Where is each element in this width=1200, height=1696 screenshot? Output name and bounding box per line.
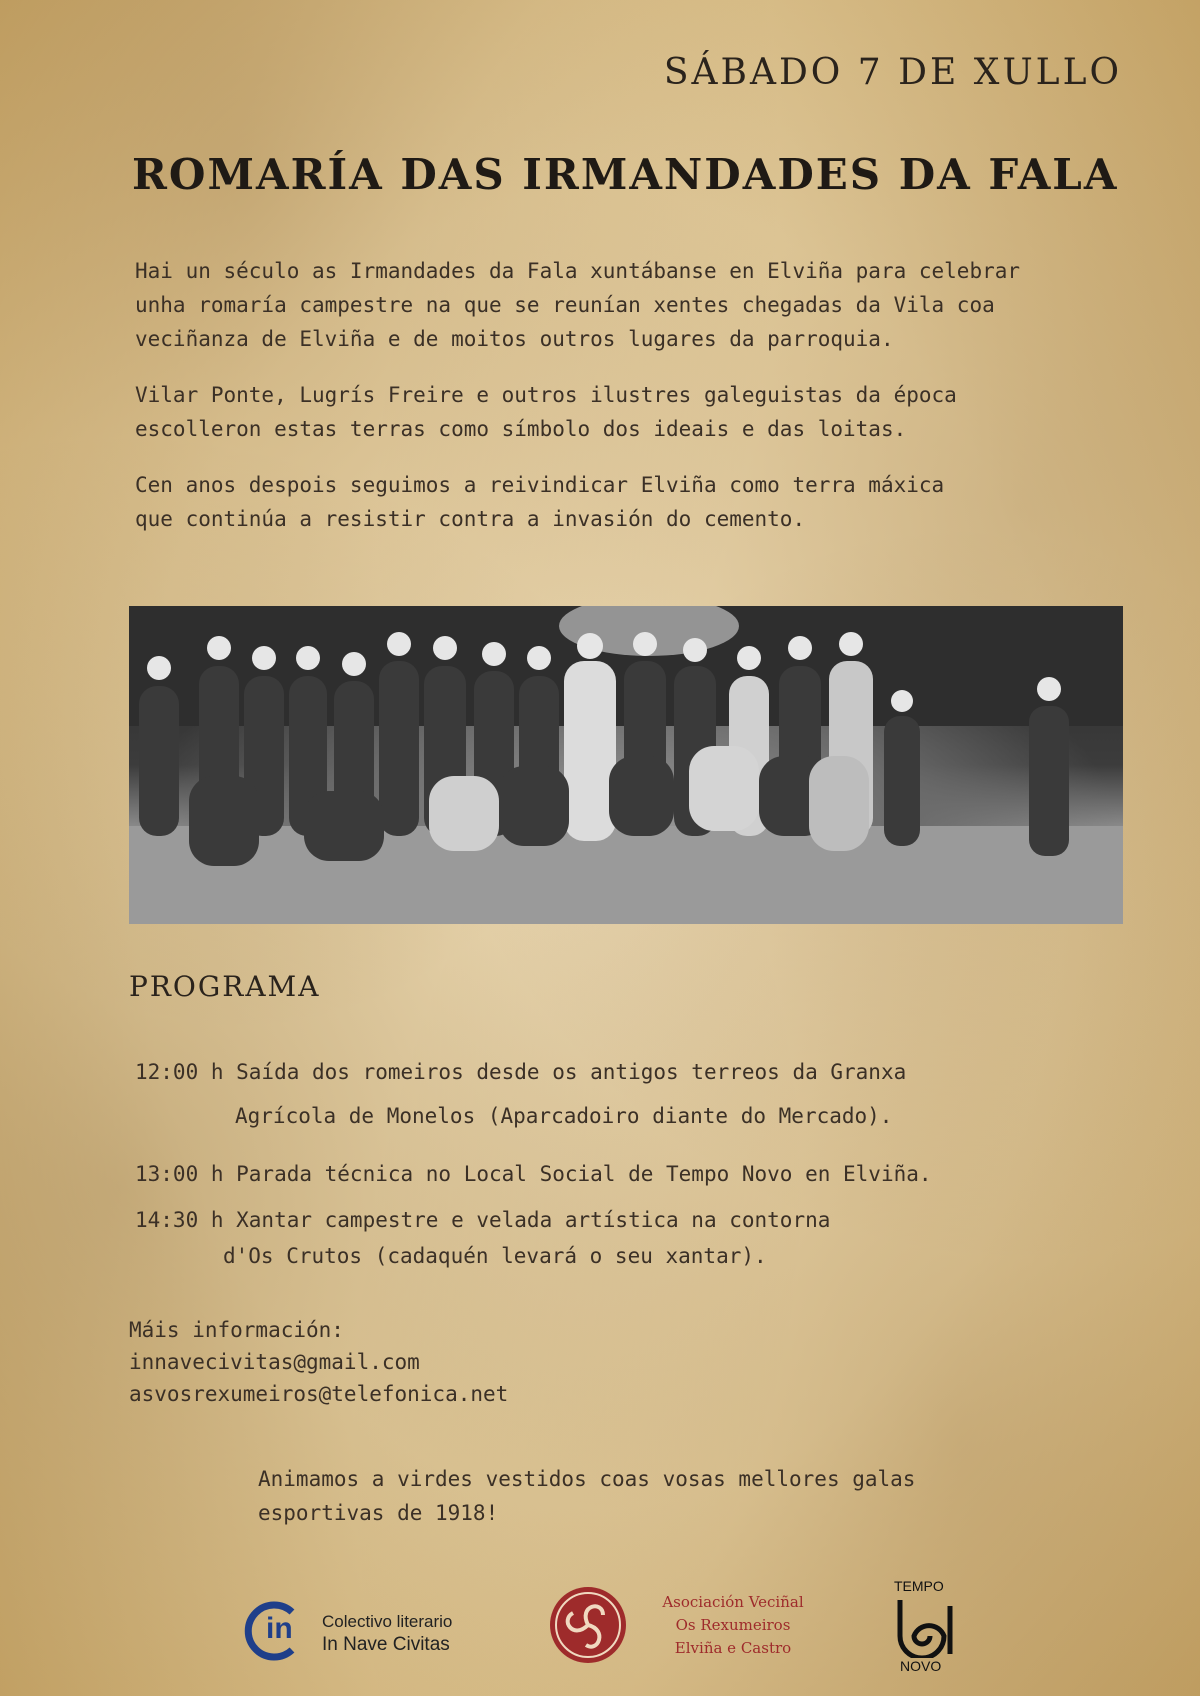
triskel-icon	[548, 1585, 628, 1665]
programa-item-2	[135, 1156, 932, 1192]
programa-line: 13:00 h Parada técnica no Local Social de Tempo Novo en Elviña.	[135, 1162, 932, 1186]
programa-line: 12:00 h Saída dos romeiros desde os antigos terreos da Granxa	[135, 1060, 907, 1084]
programa-line: d'Os Crutos (cadaquén levará o seu xantar).	[223, 1244, 767, 1268]
intro-line: Vilar Ponte, Lugrís Freire e outros ilustres galeguistas da época	[135, 383, 957, 407]
event-date: SÁBADO 7 DE XULLO	[663, 52, 1122, 93]
intro-paragraph-2	[135, 378, 1105, 446]
more-info	[129, 1314, 508, 1410]
intro-line: que continúa a resistir contra a invasión do cemento.	[135, 507, 806, 531]
innave-civitas-logo	[244, 1598, 484, 1664]
tempo-novo-logo	[890, 1578, 970, 1676]
intro-line: Hai un século as Irmandades da Fala xuntábanse en Elviña para celebrar	[135, 259, 1021, 283]
email-link[interactable]: asvosrexumeiros@telefonica.net	[129, 1382, 509, 1406]
programa-item-1	[135, 1054, 906, 1134]
page-title: ROMARÍA DAS IRMANDADES DA FALA	[132, 150, 1119, 199]
intro-line: Cen anos despois seguimos a reivindicar Elviña como terra máxica	[135, 473, 945, 497]
note-line: Animamos a virdes vestidos coas vosas mellores galas	[258, 1467, 916, 1491]
programa-line: 14:30 h Xantar campestre e velada artística na contorna	[135, 1208, 831, 1232]
programa-heading: PROGRAMA	[129, 970, 321, 1003]
innave-mark: in	[266, 1612, 293, 1645]
intro-line: escolleron estas terras como símbolo dos ideais e das loitas.	[135, 417, 907, 441]
intro-line: veciñanza de Elviña e de moitos outros lugares da parroquia.	[135, 327, 894, 351]
innave-line-2: In Nave Civitas	[322, 1634, 450, 1655]
more-info-label: Máis información:	[129, 1318, 344, 1342]
note-line: esportivas de 1918!	[258, 1501, 499, 1525]
tempo-text: TEMPO	[894, 1578, 944, 1594]
intro-paragraph-1	[135, 254, 1105, 356]
email-link[interactable]: innavecivitas@gmail.com	[129, 1350, 420, 1374]
group-photo-illustration	[129, 606, 1123, 924]
intro-paragraph-3	[135, 468, 1105, 536]
innave-line-1: Colectivo literario	[322, 1612, 453, 1631]
rexumeiros-logo	[548, 1585, 828, 1667]
programa-line: Agrícola de Monelos (Aparcadoiro diante do Mercado).	[235, 1104, 893, 1128]
novo-text: NOVO	[900, 1658, 942, 1674]
spiral-icon	[894, 1596, 956, 1658]
dress-note	[258, 1462, 1018, 1530]
assoc-line-3: Elviña e Castro	[674, 1639, 792, 1657]
intro-line: unha romaría campestre na que se reunían xentes chegadas da Vila coa	[135, 293, 995, 317]
assoc-line-1: Asociación Veciñal	[662, 1593, 804, 1611]
assoc-line-2: Os Rexumeiros	[675, 1616, 791, 1634]
programa-item-3	[135, 1202, 830, 1274]
group-photo	[129, 606, 1123, 924]
